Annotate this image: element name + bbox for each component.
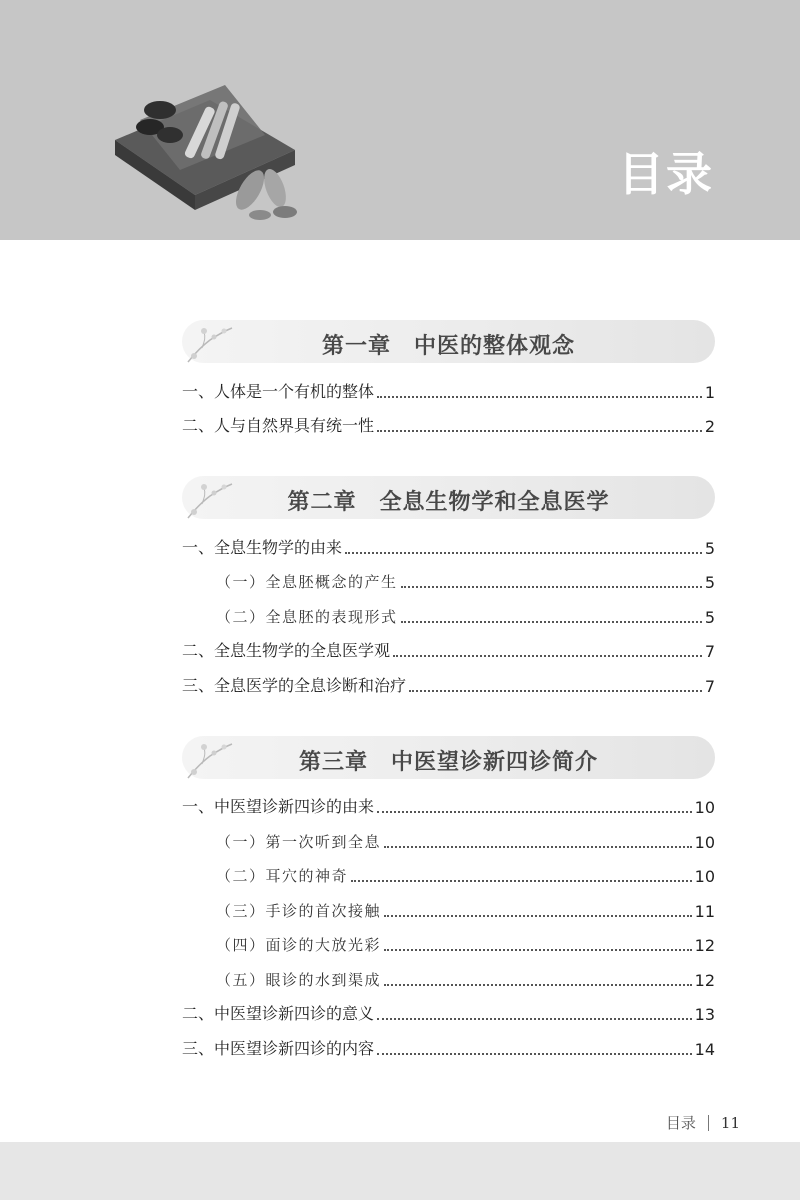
entry-label: 二、全息生物学的全息医学观 [182,641,391,660]
entry-page: 7 [704,642,715,661]
chapter-1 [182,320,715,442]
entry-label: （一）全息胚概念的产生 [216,573,398,591]
dot-leader [409,690,702,692]
dot-leader [351,880,692,882]
toc-entry[interactable] [182,633,715,668]
entry-label: 二、中医望诊新四诊的意义 [182,1004,375,1023]
toc-entry[interactable] [182,996,715,1031]
dot-leader [384,949,692,951]
chapter-title: 第一章 中医的整体观念 [321,333,575,359]
page-folio [666,1112,740,1133]
chapter-title: 第三章 中医望诊新四诊简介 [298,748,598,775]
toc-entry[interactable] [182,373,715,408]
entry-page: 10 [694,832,715,852]
entry-label: 一、人体是一个有机的整体 [182,381,375,401]
toc-entry[interactable] [182,408,715,443]
entry-label: 三、全息医学的全息诊断和治疗 [182,675,407,695]
entry-page: 14 [694,1039,715,1059]
toc-subentry[interactable] [182,564,715,599]
chapter-banner [182,320,715,363]
toc-entry[interactable] [182,1030,715,1065]
herbal-tray-image [95,80,325,230]
entry-page: 10 [694,867,715,886]
entry-page: 5 [704,538,715,558]
entry-page: 1 [704,382,715,402]
entry-label: （二）耳穴的神奇 [216,867,349,885]
dot-leader [401,586,702,588]
chapter-3 [182,736,715,1065]
chapter-title: 第二章 全息生物学和全息医学 [287,489,610,515]
entry-label: （二）全息胚的表现形式 [216,607,398,626]
toc-entry[interactable] [182,667,715,702]
footer-band [0,1142,800,1200]
entry-page: 5 [704,607,715,627]
dot-leader [384,984,692,986]
chapter-banner [182,476,715,519]
dot-leader [345,552,702,554]
entry-label: 一、全息生物学的由来 [182,537,343,557]
page-title: 目录 [618,147,714,201]
entry-page: 10 [694,798,715,817]
folio-divider [708,1115,709,1131]
entry-label: （五）眼诊的水到渠成 [216,970,382,989]
entry-label: 二、人与自然界具有统一性 [182,416,375,435]
entry-page: 2 [704,417,715,436]
dot-leader [377,811,692,813]
toc-subentry[interactable] [182,961,715,996]
entry-page: 11 [694,901,715,921]
header-band [0,0,800,240]
entry-label: （四）面诊的大放光彩 [216,936,382,954]
entry-label: （三）手诊的首次接触 [216,901,382,920]
dot-leader [384,915,692,917]
toc-subentry[interactable] [182,858,715,893]
entry-page: 5 [704,573,715,592]
toc-entry[interactable] [182,789,715,824]
entry-label: 一、中医望诊新四诊的由来 [182,797,375,816]
toc-subentry[interactable] [182,598,715,633]
entry-label: （一）第一次听到全息 [216,832,382,851]
entry-page: 12 [694,970,715,990]
dot-leader [377,430,702,432]
entry-label: 三、中医望诊新四诊的内容 [182,1038,375,1058]
dot-leader [393,655,702,657]
dot-leader [384,846,692,848]
chapter-banner [182,736,715,779]
entry-page: 7 [704,676,715,696]
toc-subentry[interactable] [182,892,715,927]
dot-leader [377,1053,692,1055]
dot-leader [401,621,702,623]
folio-section: 目录 [665,1114,696,1132]
entry-page: 12 [694,936,715,955]
toc-entry[interactable] [182,529,715,564]
dot-leader [377,396,702,398]
table-of-contents [182,320,715,1099]
dot-leader [377,1018,692,1020]
entry-page: 13 [694,1005,715,1024]
toc-subentry[interactable] [182,927,715,962]
folio-page-number: 11 [720,1113,740,1132]
chapter-2 [182,476,715,702]
toc-subentry[interactable] [182,823,715,858]
